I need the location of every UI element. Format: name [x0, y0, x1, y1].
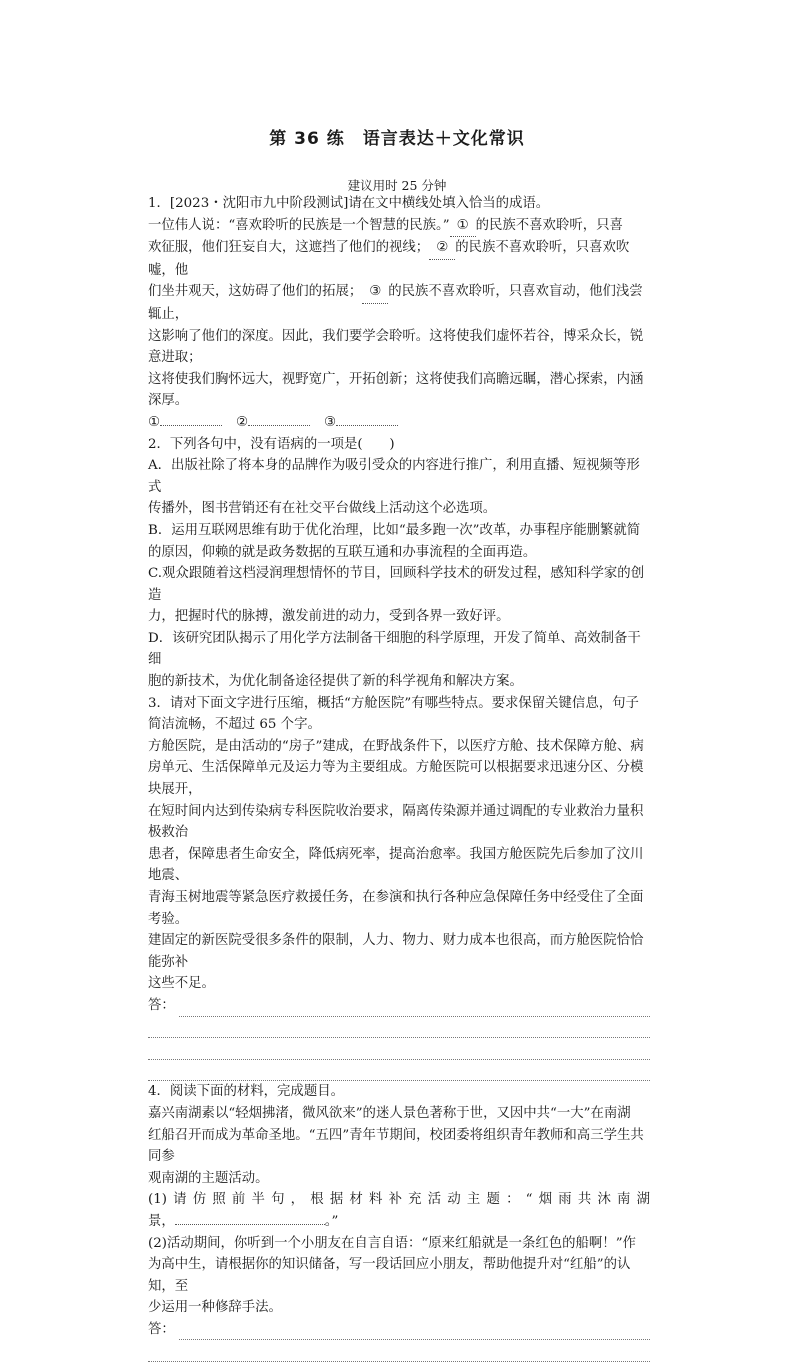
q4-answer-label: 答：: [148, 1321, 175, 1337]
q2-option-d-2: 胞的新技术，为优化制备途径提供了新的科学视角和解决方案。: [148, 674, 523, 690]
q1-line-5: 这将使我们胸怀远大，视野宽广，开拓创新；这将使我们高瞻远瞩，潜心探索，内涵深厚。: [148, 371, 644, 409]
q4-material-3: 观南湖的主题活动。: [148, 1170, 269, 1186]
q4-material-1: 嘉兴南湖素以“轻烟拂渚，微风欲来”的迷人景色著称于世，又因中共“一大”在南湖: [148, 1105, 631, 1121]
time-suggestion: 建议用时 25 分钟: [347, 178, 447, 193]
q4-sub1-line-2: 景， 。”: [148, 1213, 339, 1229]
theme-blank[interactable]: [175, 1224, 325, 1225]
q2-option-a-1: A．出版社除了将本身的品牌作为吸引受众的内容进行推广，利用直播、短视频等形式: [148, 458, 640, 495]
q1-stem: 1．[2023・沈阳市九中阶段测试]请在文中横线处填入恰当的成语。: [148, 196, 550, 211]
content: [148, 193, 650, 1362]
answer-2-field[interactable]: [248, 425, 310, 426]
answer-1-field[interactable]: [160, 425, 222, 426]
q4-answer-row: [148, 1319, 650, 1341]
q3-stem-2: 简洁流畅，不超过 65 个字。: [148, 717, 321, 733]
q3-answer-line-4[interactable]: [148, 1060, 650, 1082]
q2-option-a-2: 传播外，图书营销还有在社交平台做线上活动这个必选项。: [148, 501, 497, 517]
q4-answer-line-1[interactable]: [179, 1325, 650, 1340]
q1-line-4: 这影响了他们的深度。因此，我们要学会聆听。这将使我们虚怀若谷，博采众长，锐意进取；: [148, 328, 644, 366]
q3-passage-5: 青海玉树地震等紧急医疗救援任务，在参演和执行各种应急保障任务中经受住了全面考验。: [148, 890, 644, 927]
q4-sub2-line-2: 为高中生，请根据你的知识储备，写一段话回应小朋友，帮助他提升对“红船”的认知，至: [148, 1257, 631, 1294]
blank-1[interactable]: ①: [450, 215, 476, 238]
answer-1: ①: [148, 412, 222, 434]
q2-option-b-2: 的原因，仰赖的就是政务数据的互联互通和办事流程的全面再造。: [148, 544, 537, 560]
q1-line-1: 一位伟人说：“喜欢聆听的民族是一个智慧的民族。” ① 的民族不喜欢聆听，只喜: [148, 215, 650, 238]
answer-2: ②: [236, 412, 310, 434]
q1-answer-row: [148, 412, 650, 434]
q3-answer-label: 答：: [148, 997, 175, 1013]
q4-material-2: 红船召开而成为革命圣地。“五四”青年节期间，校团委将组织青年教师和高三学生共同参: [148, 1127, 644, 1165]
q2-option-c-1: C.观众跟随着这档浸润理想情怀的节目，回顾科学技术的研发过程，感知科学家的创造: [148, 566, 645, 603]
q2-option-b-1: B．运用互联网思维有助于优化治理，比如“最多跑一次”改革，办事程序能删繁就简: [148, 522, 641, 538]
q2-stem: 2．下列各句中，没有语病的一项是( ): [148, 436, 395, 452]
q4-sub2-line-1: (2)活动期间，你听到一个小朋友在自言自语：“原来红船就是一条红色的船啊！”作: [148, 1235, 636, 1251]
q3-passage-4: 患者，保障患者生命安全，降低病死率，提高治愈率。我国方舱医院先后参加了汶川地震、: [148, 846, 644, 884]
q1-line-3: 们坐井观天，这妨碍了他们的拓展； ③ 的民族不喜欢聆听，只喜欢盲动，他们浅尝辄止，: [148, 281, 650, 325]
q3-passage-7: 这些不足。: [148, 976, 215, 992]
q4-stem: 4．阅读下面的材料，完成题目。: [148, 1084, 344, 1100]
q3-passage-2: 房单元、生活保障单元及运力等为主要组成。方舱医院可以根据要求迅速分区、分模块展开，: [148, 760, 644, 798]
q4-answer-line-2[interactable]: [148, 1340, 650, 1362]
q2-option-d-1: D．该研究团队揭示了用化学方法制备干细胞的科学原理，开发了简单、高效制备干细: [148, 630, 641, 668]
q3-stem-1: 3．请对下面文字进行压缩，概括“方舱医院”有哪些特点。要求保留关键信息，句子: [148, 695, 639, 711]
q4-sub1-line-1: (1)请仿照前半句，根据材料补充活动主题：“烟雨共沐南湖: [148, 1192, 650, 1208]
q3-passage-6: 建固定的新医院受很多条件的限制，人力、物力、财力成本也很高，而方舱医院恰恰能弥补: [148, 933, 644, 970]
q3-answer-line-1[interactable]: [179, 1002, 650, 1017]
page-title: 第 36 练 语言表达＋文化常识: [269, 129, 525, 149]
q3-answer-line-3[interactable]: [148, 1038, 650, 1060]
q4-sub2-line-3: 少运用一种修辞手法。: [148, 1300, 282, 1316]
q1-line-2: 欢征服，他们狂妄自大，这遮挡了他们的视线； ② 的民族不喜欢聆听，只喜欢吹嘘，他: [148, 237, 650, 281]
blank-2[interactable]: ②: [429, 237, 455, 260]
q3-passage-1: 方舱医院，是由活动的“房子”建成，在野战条件下，以医疗方舱、技术保障方舱、病: [148, 738, 644, 754]
answer-3: ③: [324, 412, 398, 434]
q3-answer-row: [148, 995, 650, 1017]
q2-option-c-2: 力，把握时代的脉搏，激发前进的动力，受到各界一致好评。: [148, 609, 510, 625]
q3-answer-line-2[interactable]: [148, 1017, 650, 1039]
blank-3[interactable]: ③: [362, 281, 388, 304]
answer-3-field[interactable]: [336, 425, 398, 426]
q3-passage-3: 在短时间内达到传染病专科医院收治要求，隔离传染源并通过调配的专业救治力量积极救治: [148, 803, 644, 841]
